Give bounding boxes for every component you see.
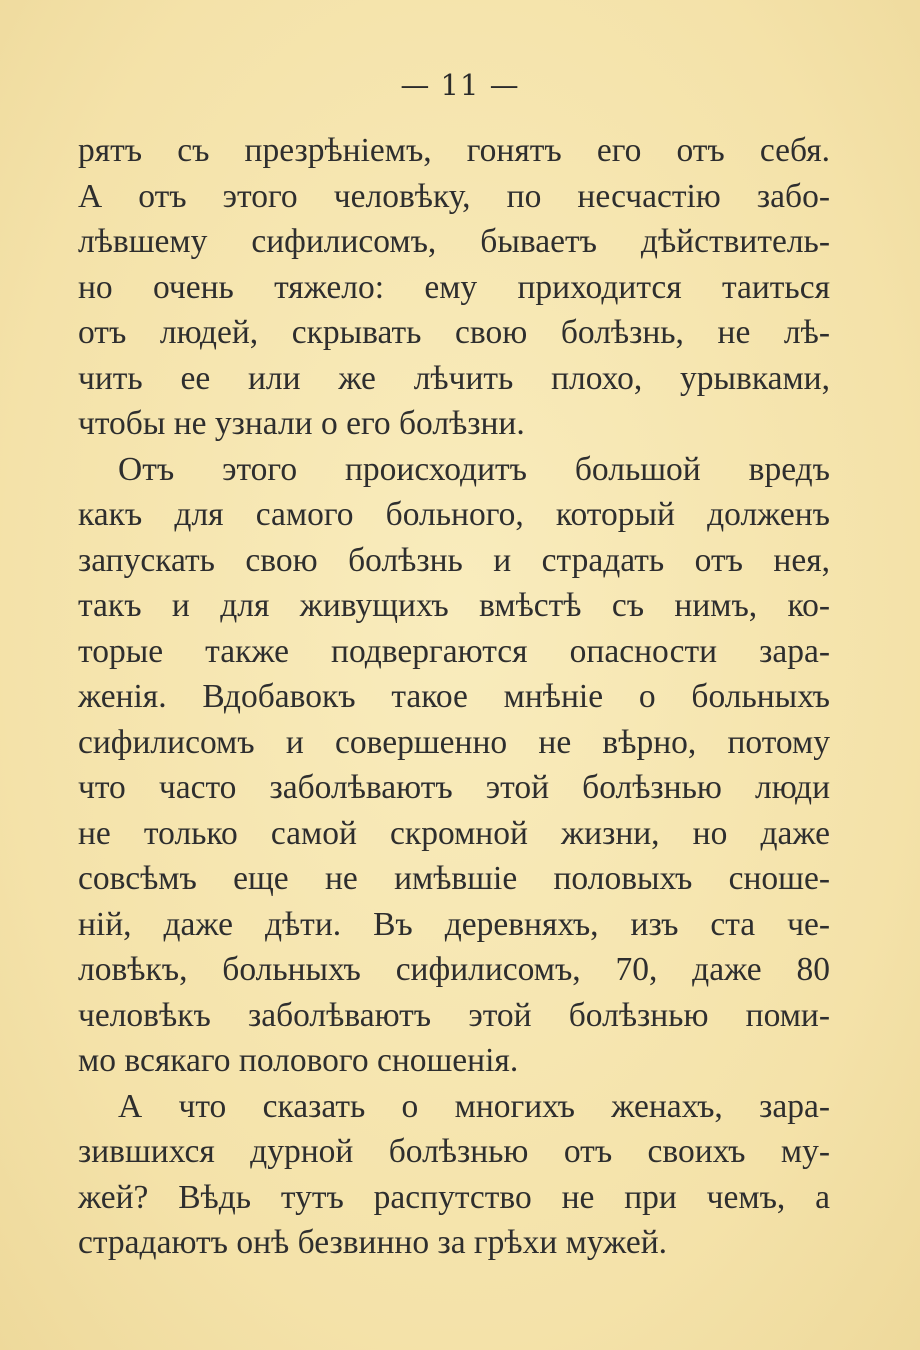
page-number: — 11 — xyxy=(400,68,520,102)
text-line: мо всякаго полового сношенія. xyxy=(78,1042,519,1079)
paragraph-3 xyxy=(78,1084,830,1266)
text-line: Отъ этого происходитъ большой вредъ xyxy=(118,450,830,488)
text-line: женія. Вдобавокъ такое мнѣніе о больныхъ xyxy=(78,678,830,715)
text-line: зившихся дурной болѣзнью отъ своихъ му- xyxy=(78,1133,830,1170)
text-line: какъ для самого больного, который долженъ xyxy=(78,496,830,533)
text-line: человѣкъ заболѣваютъ этой болѣзнью поми- xyxy=(78,996,830,1034)
text-line: ній, даже дѣти. Въ деревняхъ, изъ ста че- xyxy=(78,905,830,943)
paragraph-2 xyxy=(78,447,830,1084)
paragraph-1 xyxy=(78,128,830,447)
text-line: жей? Вѣдь тутъ распутство не при чемъ, а xyxy=(78,1178,830,1216)
text-line: отъ людей, скрывать свою болѣзнь, не лѣ- xyxy=(78,314,830,351)
text-line: что часто заболѣваютъ этой болѣзнью люди xyxy=(78,769,830,806)
text-line: торые также подвергаются опасности зара- xyxy=(78,632,830,670)
text-line: сифилисомъ и совершенно не вѣрно, потому xyxy=(78,723,830,761)
text-line: страдаютъ онѣ безвинно за грѣхи мужей. xyxy=(78,1224,668,1261)
text-line: но очень тяжело: ему приходится таиться xyxy=(78,268,830,306)
text-line: совсѣмъ еще не имѣвшіе половыхъ сноше- xyxy=(78,860,830,897)
text-line: запускать свою болѣзнь и страдать отъ нея, xyxy=(78,541,830,579)
text-line: А что сказать о многихъ женахъ, зара- xyxy=(118,1087,830,1125)
text-line: А отъ этого человѣку, по несчастію забо- xyxy=(78,177,830,215)
text-line: ловѣкъ, больныхъ сифилисомъ, 70, даже 80 xyxy=(78,951,830,988)
body-text xyxy=(78,128,830,1266)
text-line: лѣвшему сифилисомъ, бываетъ дѣйствитель- xyxy=(78,223,830,260)
text-line: рятъ съ презрѣніемъ, гонятъ его отъ себя. xyxy=(78,132,830,169)
text-line: чтобы не узнали о его болѣзни. xyxy=(78,405,525,442)
text-line: такъ и для живущихъ вмѣстѣ съ нимъ, ко- xyxy=(78,587,830,624)
text-line: не только самой скромной жизни, но даже xyxy=(78,814,830,852)
text-line: чить ее или же лѣчить плохо, урывками, xyxy=(78,359,830,397)
